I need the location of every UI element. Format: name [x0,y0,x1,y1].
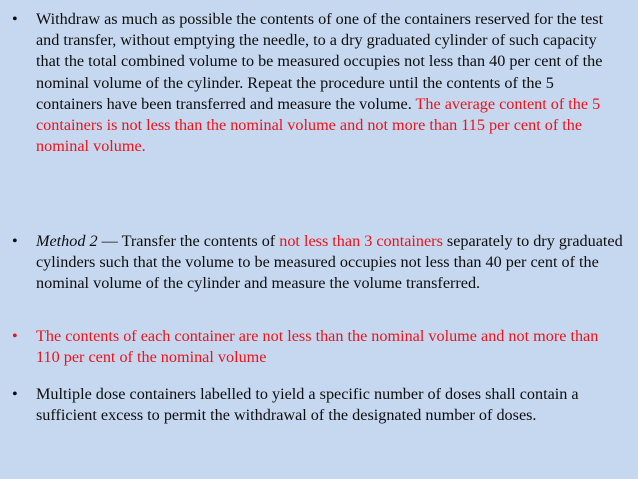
highlight-text: The contents of each container are not less than the nominal volume and not more than 110 per cent of the nominal volume [36,327,599,367]
bullet-item-withdraw [12,9,624,157]
bullet-item-method-2 [12,231,624,295]
method-label: Method 2 [36,232,98,250]
bullet-dot: • [12,327,18,345]
paragraph-text: separately to dry graduated cylinders such that the volume to be measured occupies not less than 40 per cent of the nominal volume of the cylinder and measure the volume transferred. [36,232,623,293]
bullet-item-multiple-dose [12,384,624,426]
bullet-item-contents-limit [12,326,624,368]
bullet-text [36,231,624,295]
paragraph-text: Multiple dose containers labelled to yield a specific number of doses shall contain a sufficient excess to permit the withdrawal of the designated number of doses. [36,385,579,425]
bullet-dot: • [12,10,18,28]
bullet-text [36,9,624,157]
bullet-dot: • [12,385,18,403]
paragraph-text: Withdraw as much as possible the contents of one of the containers reserved for the test and transfer, without emptying the needle, to a dry graduated cylinder of such capacity that the total combined volume to be measured occupies not less than 40 per cent of the nominal volume of the cylinder. Repeat the procedure until the contents of the 5 containers have been transferred and measure the volume. [36,10,604,113]
highlight-text: not less than 3 containers [279,232,443,250]
method-intro: — Transfer the contents of [97,232,280,250]
bullet-text [36,326,624,368]
bullet-dot: • [12,232,18,250]
bullet-text [36,384,624,426]
highlight-text: The average content of the 5 containers is not less than the nominal volume and not more than 115 per cent of the nominal volume. [36,94,601,156]
